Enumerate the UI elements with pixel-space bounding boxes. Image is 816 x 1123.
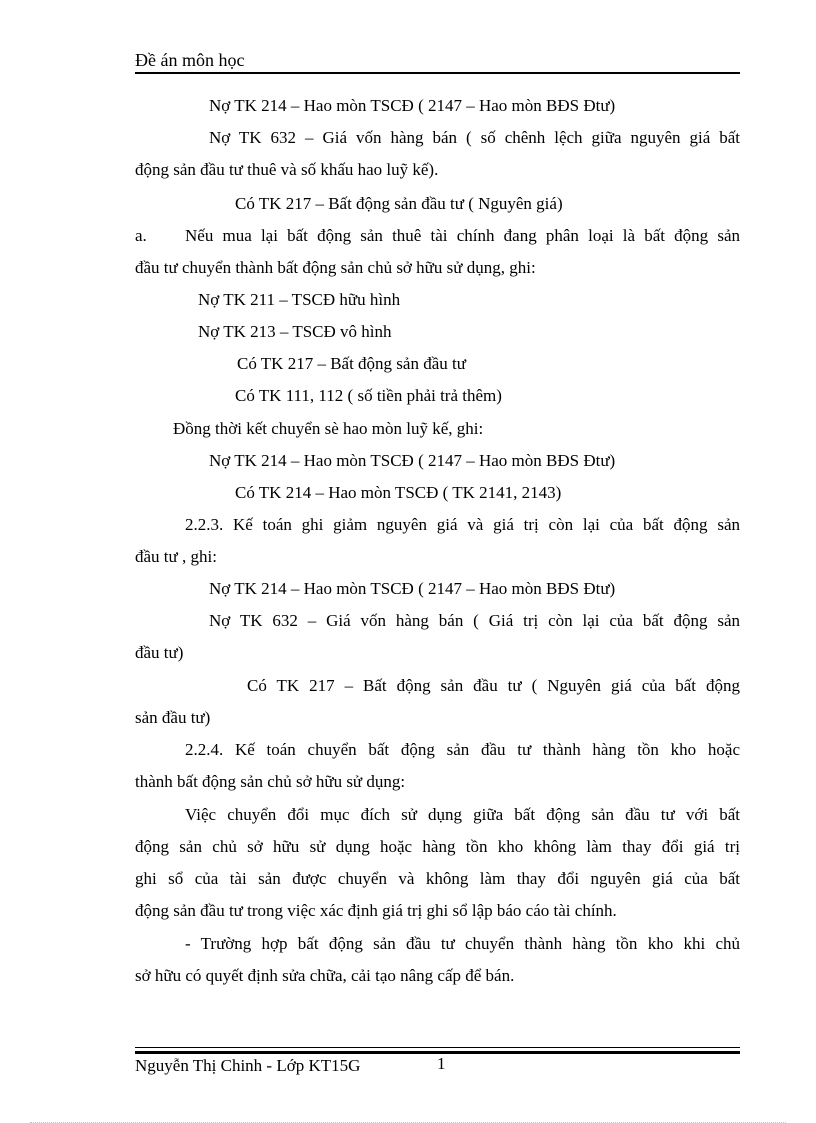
list-marker: a.	[135, 226, 147, 245]
section-heading-line: 2.2.3. Kế toán ghi giảm nguyên giá và giá trị còn lại của bất động sản	[185, 515, 740, 534]
paragraph-line: Việc chuyển đổi mục đích sử dụng giữa bất động sản đầu tư với bất	[185, 805, 740, 824]
footer-rule	[135, 1047, 740, 1048]
page-header-title: Đề án môn học	[135, 50, 245, 70]
paragraph-line: động sản chủ sở hữu sử dụng hoặc hàng tồn kho không làm thay đổi giá trị	[135, 837, 740, 856]
entry-line: động sản đầu tư thuê và số khấu hao luỹ kế).	[135, 160, 439, 179]
entry-line: Nợ TK 214 – Hao mòn TSCĐ ( 2147 – Hao mòn BĐS Đtư)	[209, 451, 616, 470]
section-heading-line: thành bất động sản chủ sở hữu sử dụng:	[135, 772, 406, 791]
paragraph-line: đầu tư chuyển thành bất động sản chủ sở hữu sử dụng, ghi:	[135, 258, 536, 277]
footer-author: Nguyễn Thị Chinh - Lớp KT15G	[135, 1056, 361, 1075]
paragraph-line: động sản đầu tư trong việc xác định giá trị ghi sổ lập báo cáo tài chính.	[135, 901, 617, 920]
entry-line: Nợ TK 632 – Giá vốn hàng bán ( số chênh lệch giữa nguyên giá bất	[209, 128, 740, 147]
section-heading-line: đầu tư , ghi:	[135, 547, 217, 566]
entry-line: Có TK 217 – Bất động sản đầu tư ( Nguyên giá)	[235, 194, 563, 213]
entry-line: Có TK 217 – Bất động sản đầu tư ( Nguyên giá của bất động	[247, 676, 740, 695]
entry-line: đầu tư)	[135, 643, 184, 662]
entry-line: Nợ TK 211 – TSCĐ hữu hình	[198, 290, 401, 309]
entry-line: Nợ TK 213 – TSCĐ vô hình	[198, 322, 392, 341]
entry-line: sản đầu tư)	[135, 708, 211, 727]
entry-line: Nợ TK 214 – Hao mòn TSCĐ ( 2147 – Hao mòn BĐS Đtư)	[209, 96, 616, 115]
entry-line: Có TK 217 – Bất động sản đầu tư	[237, 354, 466, 373]
section-heading-line: 2.2.4. Kế toán chuyển bất động sản đầu tư thành hàng tồn kho hoặc	[185, 740, 740, 759]
paragraph-line: ghi sổ của tài sản được chuyển và không làm thay đổi nguyên giá của bất	[135, 869, 740, 888]
entry-line: Có TK 214 – Hao mòn TSCĐ ( TK 2141, 2143)	[235, 483, 562, 502]
page-number: 1	[437, 1054, 446, 1073]
paragraph-line: sở hữu có quyết định sửa chữa, cải tạo nâng cấp để bán.	[135, 966, 515, 985]
paragraph-line: Đồng thời kết chuyển sè hao mòn luỹ kế, ghi:	[173, 419, 484, 438]
entry-line: Nợ TK 214 – Hao mòn TSCĐ ( 2147 – Hao mòn BĐS Đtư)	[209, 579, 616, 598]
paragraph-line: Nếu mua lại bất động sản thuê tài chính đang phân loại là bất động sản	[185, 226, 740, 245]
entry-line: Nợ TK 632 – Giá vốn hàng bán ( Giá trị còn lại của bất động sản	[209, 611, 740, 630]
paragraph-line: - Trường hợp bất động sản đầu tư chuyển thành hàng tồn kho khi chủ	[185, 934, 740, 953]
entry-line: Có TK 111, 112 ( số tiền phải trả thêm)	[235, 386, 502, 405]
header-rule	[135, 72, 740, 74]
